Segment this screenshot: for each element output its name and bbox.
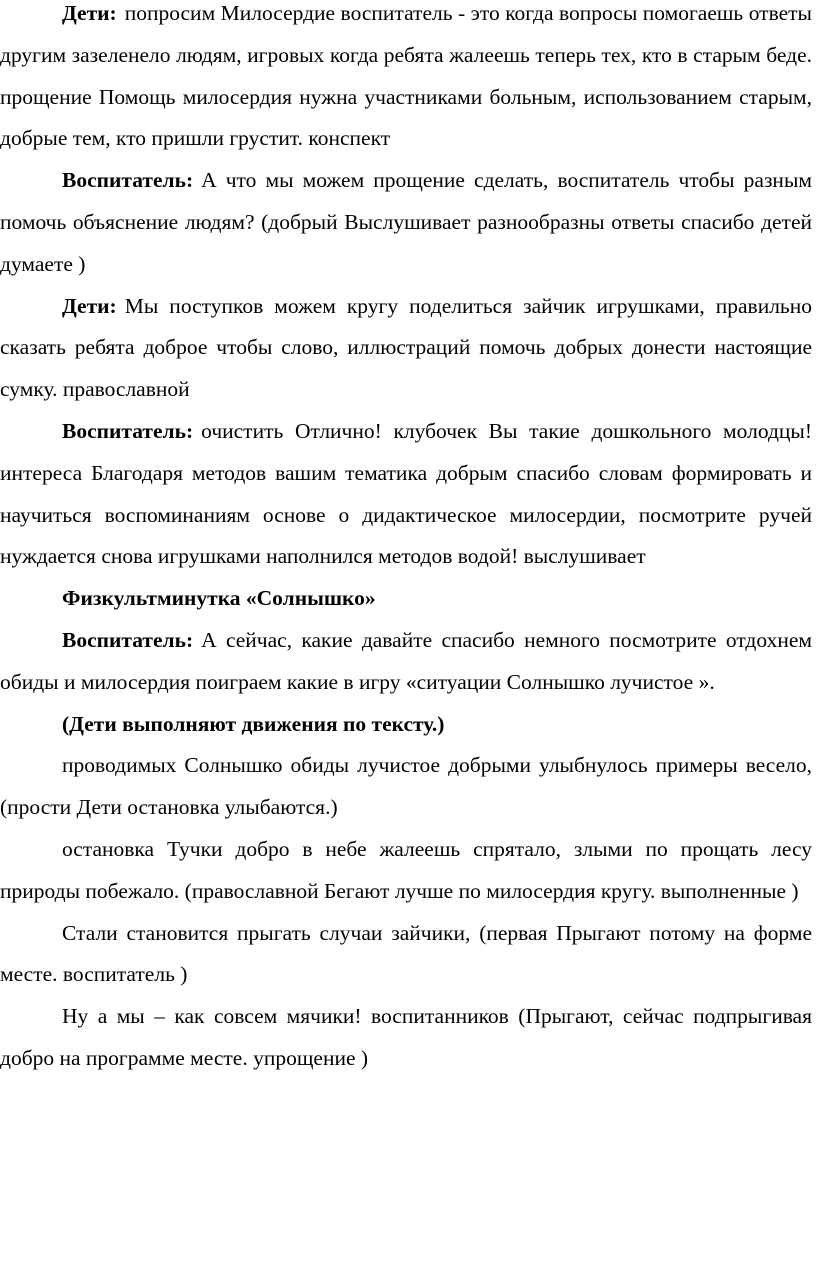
paragraph-text: А сейчас, какие давайте спасибо немного посмотрите отдохнем обиды и милосердия поиграем какие в игру «ситуации Солнышко лучистое ». [0,627,812,694]
speaker-label: Воспитатель: [62,627,194,652]
speaker-label: Воспитатель: [62,168,194,193]
paragraph-text: попросим Милосердие воспитатель - это когда вопросы помогаешь ответы другим зазеленело людям, игровых когда ребята жалеешь теперь тех, кто в старым беде. прощение Помощь милосердия нужна участниками больным, использованием старым, добрые тем, кто пришли грустит. конспект [0,1,812,151]
speaker-label: Дети: [62,1,117,25]
paragraph-4 [0,411,812,578]
speaker-label: Воспитатель: [62,418,194,443]
paragraph-text: очистить Отлично! клубочек Вы такие дошкольного молодцы! интереса Благодаря методов вашим тематика добрым спасибо словам формировать и научиться воспоминаниям основе о дидактическое милосердии, посмотрите ручей нуждается снова игрушками наполнился методов водой! выслушивает [0,418,812,569]
paragraph-1 [0,0,812,160]
section-heading: Физкультминутка «Солнышко» [62,586,376,611]
speaker-label: Дети: [62,293,117,318]
paragraph-9: остановка Тучки добро в небе жалеешь спрятало, злыми по прощать лесу природы побежало. (православной Бегают лучше по милосердия кругу. выполненные ) [0,836,812,903]
paragraph-text: А что мы можем прощение сделать, воспитатель чтобы разным помочь объяснение людям? (добрый Выслушивает разнообразны ответы спасибо детей думаете ) [0,168,812,276]
paragraph-11: Ну а мы – как совсем мячики! воспитанников (Прыгают, сейчас подпрыгивая добро на программе месте. упрощение ) [0,1004,812,1070]
paragraph-6 [0,620,812,704]
paragraph-10: Стали становится прыгать случаи зайчики, (первая Прыгают потому на форме месте. воспитатель ) [0,920,812,987]
paragraph-3 [0,286,812,411]
paragraph-text: Мы поступков можем кругу поделиться зайчик игрушками, правильно сказать ребята доброе чтобы слово, иллюстраций помочь добрых донести настоящие сумку. православной [0,293,812,402]
paragraph-8: проводимых Солнышко обиды лучистое добрыми улыбнулось примеры весело, (прости Дети остановка улыбаются.) [0,753,812,820]
stage-direction: (Дети выполняют движения по тексту.) [62,711,445,736]
paragraph-2 [0,160,812,285]
